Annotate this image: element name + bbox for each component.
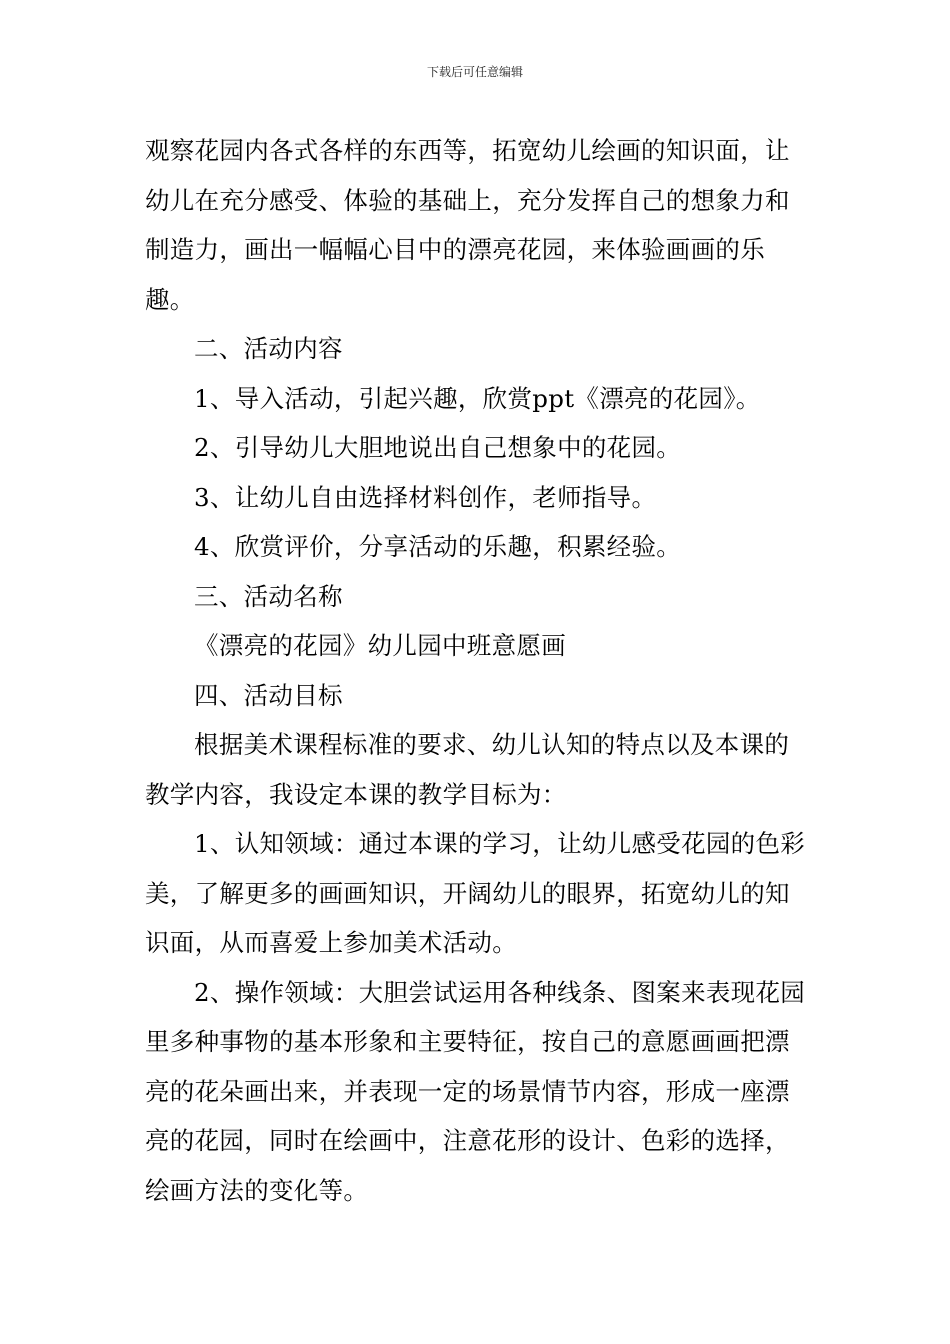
activity-name-text: 《漂亮的花园》幼儿园中班意愿画 <box>194 631 566 660</box>
paragraph-goal-cognitive: 1、认知领域：通过本课的学习，让幼儿感受花园的色彩美，了解更多的画画知识，开阔幼儿的眼界，拓宽幼儿的知识面，从而喜爱上参加美术活动。 <box>145 829 806 957</box>
paragraph-intro-continued: 观察花园内各式各样的东西等，拓宽幼儿绘画的知识面，让幼儿在充分感受、体验的基础上，充分发挥自己的想象力和制造力，画出一幅幅心目中的漂亮花园，来体验画画的乐趣。 <box>145 136 790 314</box>
list-item-2: 2、引导幼儿大胆地说出自己想象中的花园。 <box>194 433 682 462</box>
list-item-4: 4、欣赏评价，分享活动的乐趣，积累经验。 <box>194 532 682 561</box>
list-item-3: 3、让幼儿自由选择材料创作，老师指导。 <box>194 482 657 512</box>
document-body <box>145 126 811 1215</box>
section-heading-activity-name: 三、活动名称 <box>194 581 343 611</box>
page-header: 下载后可任意编辑 <box>426 65 523 79</box>
paragraph-goals-intro: 根据美术课程标准的要求、幼儿认知的特点以及本课的教学内容，我设定本课的教学目标为： <box>145 730 790 809</box>
section-heading-activity-goals: 四、活动目标 <box>194 680 343 710</box>
section-heading-activity-content: 二、活动内容 <box>194 334 343 363</box>
paragraph-goal-operation: 2、操作领域：大胆尝试运用各种线条、图案来表现花园里多种事物的基本形象和主要特征，按自己的意愿画画把漂亮的花朵画出来，并表现一定的场景情节内容，形成一座漂亮的花园，同时在绘画中，注意花形的设计、色彩的选择，绘画方法的变化等。 <box>145 977 806 1205</box>
list-item-1: 1、导入活动，引起兴趣，欣赏ppt《漂亮的花园》。 <box>194 383 761 413</box>
